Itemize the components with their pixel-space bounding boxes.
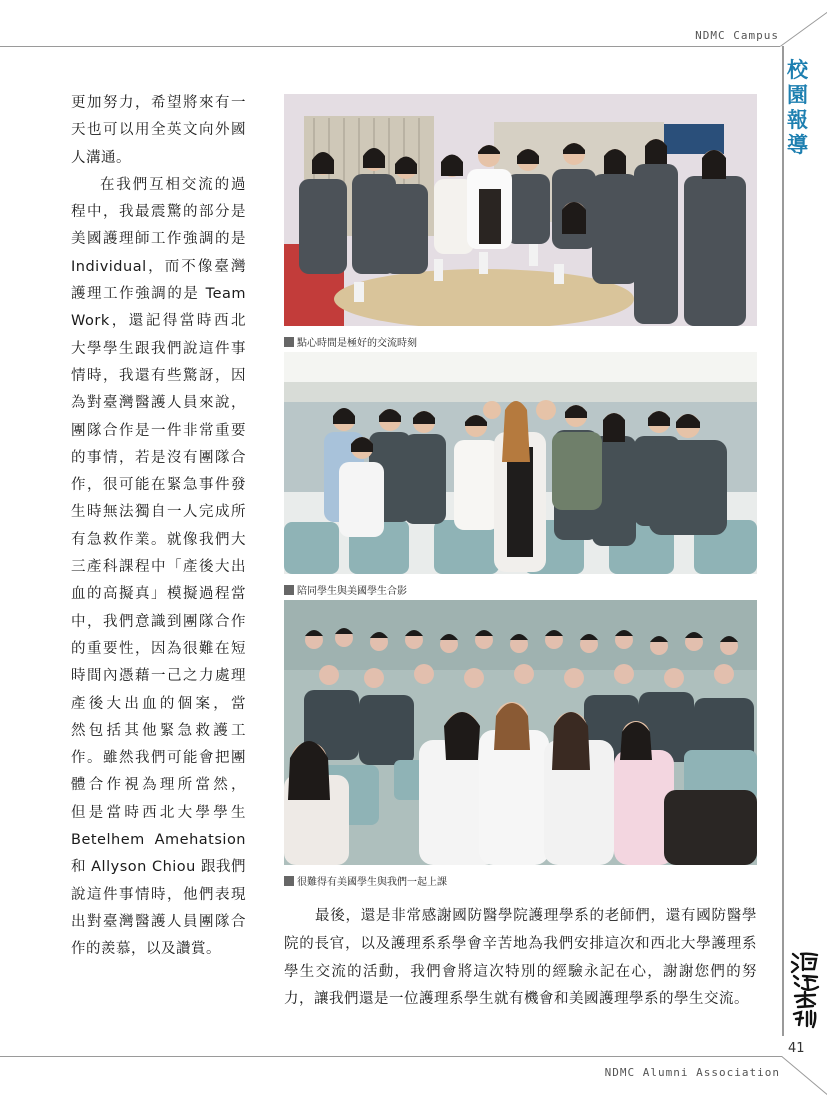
text-line: 體合作視為理所當然，	[71, 777, 246, 794]
text-line: 大學學生跟我們說這件事	[71, 340, 246, 357]
text-line: 為對臺灣醫護人員來說，	[71, 395, 246, 412]
text-line: 情時，我還有些驚訝，因	[71, 367, 246, 384]
photo-caption-2	[284, 582, 407, 597]
text-line: 血的高擬真」模擬過程當	[71, 586, 246, 603]
running-header: NDMC Campus	[695, 29, 779, 42]
caption-text: 點心時間是極好的交流時刻	[297, 338, 417, 349]
text-line: Betelhem Amehatsion	[71, 832, 246, 849]
text-line: 作。雖然我們可能會把團	[71, 750, 246, 767]
side-rule	[782, 46, 784, 1036]
running-footer: NDMC Alumni Association	[604, 1066, 780, 1079]
photo-class-together	[284, 600, 757, 865]
text-line: 美國護理師工作強調的是	[71, 231, 246, 248]
closing-paragraph: 最後，還是非常感謝國防醫學院護理學系的老師們，還有國防醫學院的長官，以及護理系系學會辛苦地為我們安排這次和西北大學護理系學生交流的活動，我們會將這次特別的經驗永記在心，謝謝您們的努力，讓我們還是一位護理系學生就有機會和美國護理學系的學生交流。	[284, 908, 757, 1008]
caption-square-icon	[284, 876, 294, 886]
text-line: 但是當時西北大學學生	[71, 804, 246, 821]
text-line: 天也可以用全英文向外國	[71, 122, 246, 139]
text-line: 在我們互相交流的過	[100, 176, 246, 193]
header-rule	[0, 46, 780, 47]
text-line: 作的羨慕，以及讚賞。	[71, 941, 221, 958]
text-line: 然包括其他緊急救護工	[71, 722, 246, 739]
photo-caption-1	[284, 334, 417, 349]
text-line: 作，很可能在緊急事件發	[71, 477, 246, 494]
text-line: 產後大出血的個案，當	[71, 695, 246, 712]
section-title: 校園報導	[787, 58, 808, 157]
footer-rule	[0, 1056, 782, 1057]
text-line: 更加努力，希望將來有一	[71, 95, 246, 111]
text-line: 程中，我最震驚的部分是	[71, 204, 246, 221]
text-line: 中，我們意識到團隊合作	[71, 613, 246, 630]
photo-group-with-us-students	[284, 352, 757, 574]
text-line: 團隊合作是一件非常重要	[71, 422, 246, 439]
text-line: 生時無法獨自一人完成所	[71, 504, 246, 521]
text-line: 三產科課程中「產後大出	[71, 559, 246, 576]
text-line: Individual，而不像臺灣	[71, 258, 246, 275]
text-line: Work，還記得當時西北	[71, 313, 246, 330]
caption-square-icon	[284, 337, 294, 347]
text-line: 護理工作強調的是 Team	[71, 286, 246, 303]
header-rule-diagonal	[780, 5, 827, 47]
footer-rule-diagonal	[781, 1056, 827, 1102]
text-line: 的事情，若是沒有團隊合	[71, 449, 246, 466]
photo-caption-3	[284, 873, 447, 888]
text-line: 有急救作業。就像我們大	[71, 531, 246, 548]
caption-text: 陪同學生與美國學生合影	[297, 586, 407, 597]
caption-square-icon	[284, 585, 294, 595]
left-text-column	[71, 90, 246, 964]
caption-text: 很難得有美國學生與我們一起上課	[297, 877, 447, 888]
brand-calligraphy-logo	[789, 950, 821, 1030]
text-line: 時間內憑藉一己之力處理	[71, 668, 246, 685]
text-line: 出對臺灣醫護人員團隊合	[71, 913, 246, 930]
text-line: 說這件事情時，他們表現	[71, 886, 246, 903]
text-line: 的重要性，因為很難在短	[71, 640, 246, 657]
text-line: 和 Allyson Chiou 跟我們	[71, 859, 246, 876]
text-line: 人溝通。	[71, 149, 131, 166]
page-number: 41	[788, 1041, 805, 1056]
photo-snack-time-group	[284, 94, 757, 326]
